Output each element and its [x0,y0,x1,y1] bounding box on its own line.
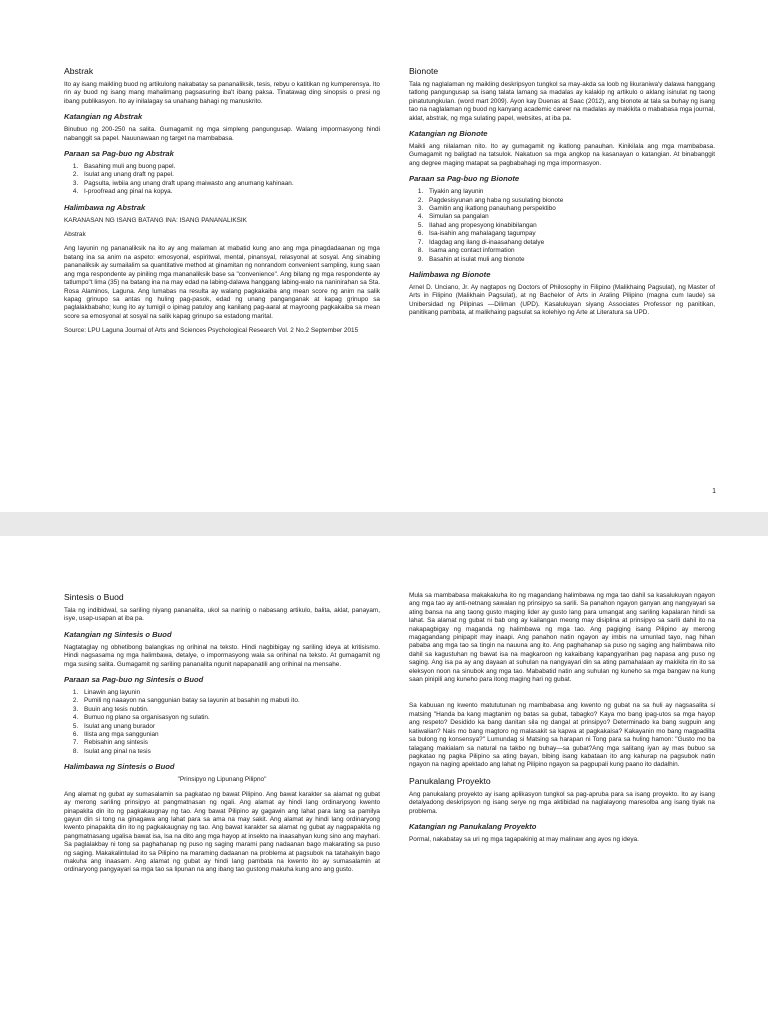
list-item: 1. Basahing muli ang buong papel. [80,163,380,171]
paragraph-gap [409,690,715,702]
list-item: 2. Pagdesisyunan ang haba ng susulating bionote [425,197,715,205]
page-two [0,536,768,1024]
list-item: 1. Linawin ang layunin [80,689,380,697]
sintesis-katangian-text: Nagtataglay ng obhetibong balangkas ng orihinal na teksto. Hindi nagbibigay ng sariling ideya at kritisismo. Hindi nagsasama ng mga halimbawa, detalye, o impormasyong wala sa orihinal na teksto. At gumagamit ng mga susing salita. Gumagamit ng sariling pananalita ngunit napapanatili ang orihinal na mensahe. [64,643,380,668]
list-item: 3. Pagsulta, iwbiia ang unang draft upang maiwasto ang anumang kahinaan. [80,180,380,188]
bionote-katangian-heading: Katangian ng Bionote [409,129,488,139]
bionote-halimbawa-heading: Halimbawa ng Bionote [409,269,491,279]
list-item: 2. Isulat ang unang draft ng papel. [80,171,380,179]
abstrak-katangian-text: Binubuo ng 200-250 na salita. Gumagamit ng mga simpleng pangungusap. Walang impormasyong hindi nabanggit sa papel. Nauunawaan ng target na mambabasa. [64,126,380,142]
abstrak-sample-title: KARANASAN NG ISANG BATANG INA: ISANG PANANALIKSIK [64,216,247,224]
page-number: 1 [712,488,716,495]
sintesis-column [64,592,380,881]
list-item: 5. Isulat ang unang burador [80,723,380,731]
abstrak-katangian-heading: Katangian ng Abstrak [64,112,143,122]
panukala-katangian-heading: Katangian ng Panukalang Proyekto [409,821,537,831]
sintesis-katangian-heading: Katangian ng Sintesis o Buod [64,629,172,639]
abstrak-intro: Ito ay isang maikling buod ng artikulong nakabatay sa pananaliksik, tesis, rebyu o katitikan ng kumperensya. Ito rin ay buod ng isang mang mahalimang pagsasuring iba't ibang paksa. Tinatawag ding sinopsis o presi ng ibang publikasyon. Ito ay inilalagay sa unahang bahagi ng manuskrito. [64,81,380,105]
list-item: 3. Buuin ang tesis nubtin. [80,706,380,714]
abstrak-sample-label: Abstrak [64,231,86,239]
sintesis-paraan-heading: Paraan sa Pag-buo ng Sintesis o Buod [64,675,204,685]
list-item: 7. Idagdag ang ilang di-inaasahang detalye [425,239,715,247]
list-item: 9. Basahin at isulat muli ang bionote [425,256,715,264]
panukala-title: Panukalang Proyekto [409,775,491,786]
list-item: 6. Ilista ang mga sanggunian [80,731,380,739]
sintesis-sample-body: Ang alamat ng gubat ay sumasalamin sa pagkatao ng bawat Pilipino. Ang bawat karakter sa alamat ng gubat ay merong sariling prinsipyo at pangmatnasan ng ngali. Ang alamat ay hindi lang ordinaryong kwento pinapakita din ito ng pagkakaugnay ng tao. Ang bawat Pilipino ay gagawin ang lahat para lang sa pamilya gayun din si tong na ginagawa ang lahat para sa ama na may sakit. Ang alamat ay hindi lang ordinaryong kwento pinapakita din ito ng pagkakaugnay ng tao. Ang bawat karakter sa alamat ng gubat ay nagpapakita ng pangmatnasang ugalisa bawat isa, lsa na dito ang mga hayop at insekto na inaasahyan kung sino ang mayhari. Sa paglalakbay ni tong sa paghahanap ng puso ng saging marami pang nadaanan bago makarating sa puso ng saging. Makakalintulad ito sa Pilipino na maraming dadaanan na problema at pagsubok na tatahakyin bago makuha ang inaasam. Ang alamat ng gubat ay hindi lang pambata na kwento ito ay sumasalamin at ordinaryong pangyayari sa mga tao sa lipunan na ang ibang tao gustong makuha kung ano ang gusto. [64,790,380,874]
bionote-title: Bionote [409,66,439,76]
list-item: 8. Isulat ang pinal na tesis [80,748,380,756]
abstrak-sample-body: Ang layunin ng pananaliksik na ito ay ang malaman at mabatid kung ano ang mga pinagdadaanan ng mga batang ina sa anim na aspeto: emosyonal, espiritwal, mental, pinansyal, relasyonal at sosyal. Ang sinabing pananaliksik ay sumailalim sa quantitative method at ginamitan ng nonrandom convenient sampling, kung saan ang mga respondente ay piniling mga mananaliksik base sa "convenience". Ang bilang ng mga respondente ay tatlumpo"t lima (35) na batang ina na may edad na labing-dalawa hanggang labing-walo na naninirahan sa Sta. Rosa Alaminos, Laguna. Ang lumabas na resulta ay walang pagkakaiba ang mean score ng anim na salik kapag grinupo sa antas ng huling pag-pasok, edad ng unang panganganak at kapag grinupo sa paglalakbabaho; kung ito ay tumigil o ipinag patuloy ang kanilang pag-aaral at mayroong pagkakaiba sa mean score sa emosyonal at sosyal na salik kapag grinupo sa estadong marital. [64,245,380,320]
panukala-intro: Ang panukalang proyekto ay isang aplikasyon tungkol sa pag-apruba para sa isang proyekto. Ito ay isang detalyadong deskripsyon ng isang serye ng mga aktibidad na naglalayong maresolba ang isang tiyak na problema. [409,790,715,815]
abstrak-column [64,66,380,342]
continuation-column [409,592,715,850]
abstrak-paraan-list [80,163,380,197]
sintesis-intro: Tala ng indibidwal, sa sariling niyang pananalita, ukol sa narinig o nabasang artikulo, balita, aklat, panayam, isye, usap-usapan at iba pa. [64,607,380,623]
list-item: 2. Pumili ng naaayon na sanggunian batay sa layunin at basahin ng mabuti ito. [80,697,380,705]
list-item: 4. I-proofread ang pinal na kopya. [80,188,380,196]
abstrak-halimbawa-heading: Halimbawa ng Abstrak [64,202,146,212]
sintesis-paraan-list [80,689,380,756]
list-item: 5. Ilahad ang propesyong kinabibilangan [425,222,715,230]
sintesis-continuation-paragraph-2: Sa kabuuan ng kwento matututunan ng mambabasa ang kwento ng gubat na sa huli ay nagsasalita si matsing "Handa ba kang magtanim ng batas sa gubat, tabagko? Kaya mo bang ipag-utos sa mga hayop ang respeto? Desidido ka bang danitan sila ng dangal at prinsipyo? Determinado ka bang sugpuin ang katiwalian? Nais mo bang magtoro ng malasakit sa kapwa at pagkakaisa? Kakayanin mo bang magpadilta sa bulong ng konsensya?" Lumundag si Matsing sa harapan ni Tong para sa huling hamon: "Gusto mo ba talagang makialam sa natural na takbo ng buhay—sa gubat?Ang mga salitang iyan ay mas bubuo sa pagkatao ng pagka Pilipino sa ating bayan, bibing isang kabataan ito ang kahurap na pagsubok natin ngayon na naging apektado ang lahat ng Pilipino ngayon sa pagpupali kung paano ito dadalhin. [409,702,715,769]
abstrak-paraan-heading: Paraan sa Pag-buo ng Abstrak [64,149,174,159]
abstrak-title: Abstrak [64,66,94,76]
bionote-column [409,66,715,324]
sintesis-continuation-paragraph-1: Mula sa mambabasa makakakuha ito ng magandang halimbawa ng mga tao dahil sa kasalukuyan ngayon ang mga tao ay anti-netnang sawalan ng prinsipyo sa sarili. Sa panahon ngayon ganyan ang nangyayari sa ating bansa na ang taong gusto maging lider ay gusto lang para umangat ang sariling kapalaran hindi sa lahat. Sa alamat ng gubat ni bab ong ay kailangan meong may disiplina at prinsipyo sa sarili dahil ito na nakapagbigay ng maganda ng halimbawa ng mga tao. Ang pagiging isang Pilipino ay merong magagandang pinipapit may inaapi. Ang panahon natin ngayon ay imbis na umunlad tayo, nag hihan pababa ang mga tao sa tingin na nauuna ang ito. Ang paghahanap sa puso ng saging ang halimbawa nito dahil sa kagustuhan ng bawat isa na magkaroon ng kakaibang kapangyarihan pag napasa ang puso ng saging. Ang isa pa ay ang dayaan at suhulan na nangyayari din sa ating pamahalaan ay makikita rin ito sa eleksyon noon na sinubok ang mga tao. Mababatid natin ang suhulan ng kuneho sa mga bangaw na kung saan pinipili ang kuneho para itong maging hari ng gubat. [409,592,715,684]
panukala-katangian-text: Pormal, nakabatay sa uri ng mga tagapakinig at may malinaw ang ayos ng ideya. [409,835,639,843]
list-item: 3. Gamitin ang ikatlong panauhang perspektibo [425,205,715,213]
sintesis-halimbawa-heading: Halimbawa ng Sintesis o Buod [64,762,175,772]
bionote-paraan-heading: Paraan sa Pag-buo ng Bionote [409,174,520,184]
list-item: 8. Isama ang contact information [425,247,715,255]
list-item: 4. Simulan sa pangalan [425,213,715,221]
sintesis-sample-title: "Prinsipyo ng Lipunang Pilipno" [177,776,267,784]
list-item: 7. Rebisahin ang sintesis [80,739,380,747]
abstrak-source: Source: LPU Laguna Journal of Arts and Sciences Psychological Research Vol. 2 No.2 September 2015 [64,327,359,335]
list-item: 1. Tiyakin ang layunin [425,188,715,196]
bionote-sample-body: Arnel D. Unciano, Jr. Ay nagtapos ng Doctors of Philosophy in Filipino (Malikhaing Pagsulat), ng Master of Arts in Filipino (Malikhain Pagsulat), at ng Bachelor of Arts in Araling Pilipino (magna cum laude) sa Unibersidad ng Pilipinas —Diliman (UPD). Kasalukuyan siyang Associates Professor ng panitikan, panitikang pambata, at malikhaing pagsulat sa kolehiyo ng Arte at Literatura sa UPD. [409,283,715,317]
list-item: 6. Isa-isahin ang mahalagang tagumpay [425,230,715,238]
bionote-intro: Tala ng naglalaman ng maikling deskripsyon tungkol sa may-akda sa loob ng likuraniwa'y dalawa hanggang tatlong pangungusap sa isang talata lamang sa madalas ay kalakip ng artikulo o aklang isinulat ng taong pinatutungkulan. (word mart 2009). Ayon kay Duenas at Saac (2012), ang bionote at tala sa buhay ng isang tao na naglalaman ng buod ng kanyang academic career na madalas ay makikita o mababasa mga journal, aklat, abstrak, ng mga sulating papel, websites, at iba pa. [409,81,715,122]
bionote-katangian-text: Maikli ang nilalaman nito. Ito ay gumagamit ng ikatlong panauhan. Kinikilala ang mga mambabasa. Gumagamit ng baligtad na tatsulok. Nakatuon sa mga angkop na kasanayan o katangian. At binabanggit ang degree maging matapat sa pagbabahagi ng mga impormasyon. [409,143,715,167]
sintesis-title: Sintesis o Buod [64,592,124,602]
list-item: 4. Bumuo ng plano sa organisasyon ng sulatin. [80,714,380,722]
bionote-paraan-list [425,188,715,264]
